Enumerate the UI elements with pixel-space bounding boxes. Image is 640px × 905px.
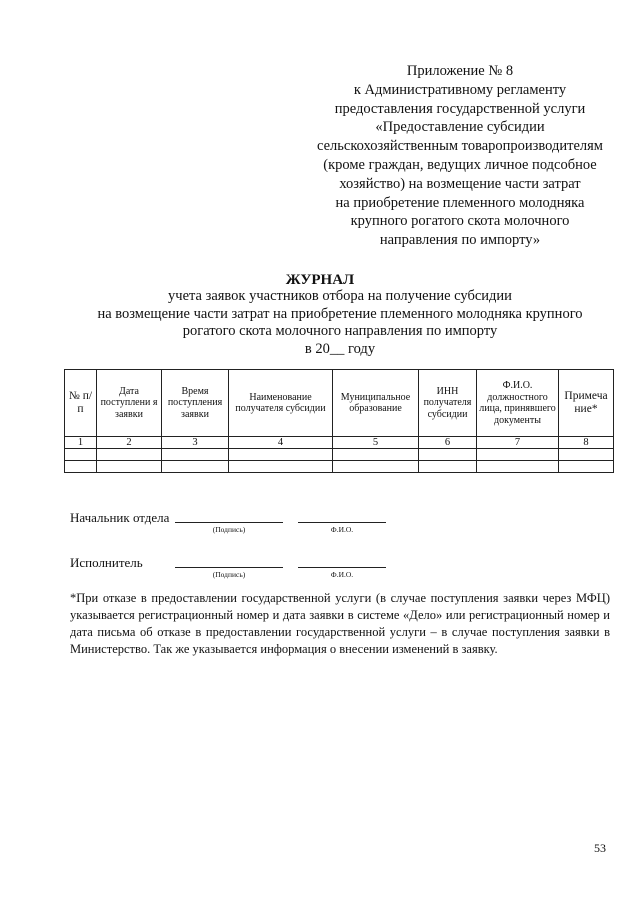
head-signature-line: [175, 522, 283, 523]
appendix-line: на приобретение племенного молодняка: [335, 194, 585, 211]
subtitle-line: в 20__ году: [304, 340, 376, 357]
subtitle-line: на возмещение части затрат на приобретение племенного молодняка крупного: [97, 305, 583, 322]
executor-signature-caption: (Подпись): [212, 570, 246, 579]
appendix-header: [300, 62, 620, 250]
appendix-line: «Предоставление субсидии: [375, 119, 545, 136]
appendix-line: Приложение № 8: [406, 63, 514, 79]
executor-label: Исполнитель: [70, 555, 143, 570]
table-cell: [229, 449, 333, 461]
executor-name-caption: Ф.И.О.: [330, 570, 354, 579]
column-number: 6: [419, 437, 477, 449]
footnote: *При отказе в предоставлении государственной услуги (в случае поступления заявки через МФЦ) указывается регистрационный номер и дата заявки в системе «Дело» или регистрационный номер и дата письма об отказе в предоставлении государственной услуги – в случае поступления заявки в Министерство. Так же указывается информация о внесении изменений в заявку.: [70, 591, 610, 656]
table-cell: [333, 449, 419, 461]
page-number: 53: [594, 841, 606, 855]
head-name-line: [298, 522, 386, 523]
header-municipality: Муниципальное образование: [333, 370, 419, 437]
header-time: Время поступления заявки: [162, 370, 229, 437]
appendix-line: предоставления государственной услуги: [334, 100, 586, 117]
table-cell: [65, 461, 97, 473]
journal-subtitle: [40, 288, 640, 358]
header-number: № п/п: [65, 370, 97, 437]
appendix-line: сельскохозяйственным товаропроизводителям: [317, 138, 603, 155]
head-name-caption: Ф.И.О.: [330, 525, 354, 534]
column-number: 3: [162, 437, 229, 449]
header-inn: ИНН получателя субсидии: [419, 370, 477, 437]
table-cell: [419, 449, 477, 461]
appendix-line: к Административному регламенту: [353, 81, 567, 98]
column-number: 8: [559, 437, 614, 449]
header-official-name: Ф.И.О. должностного лица, принявшего документы: [477, 370, 559, 437]
table-row: [65, 461, 614, 473]
table-cell: [97, 449, 162, 461]
appendix-line: (кроме граждан, ведущих личное подсобное: [323, 156, 597, 173]
appendix-line: направления по импорту»: [379, 232, 541, 249]
table-cell: [162, 461, 229, 473]
header-note: Примеча ние*: [559, 370, 614, 437]
journal-title: ЖУРНАЛ: [285, 272, 355, 288]
table-header-row: [65, 370, 614, 437]
table-cell: [97, 461, 162, 473]
table-cell: [333, 461, 419, 473]
subtitle-line: учета заявок участников отбора на получение субсидии: [168, 288, 512, 304]
table-cell: [229, 461, 333, 473]
table-cell: [477, 449, 559, 461]
head-of-department-label: Начальник отдела: [70, 510, 170, 525]
table-row: [65, 449, 614, 461]
column-number: 4: [229, 437, 333, 449]
subtitle-line: рогатого скота молочного направления по импорту: [182, 323, 498, 339]
column-number: 1: [65, 437, 97, 449]
appendix-line: хозяйство) на возмещение части затрат: [339, 175, 581, 192]
header-date: Дата поступлени я заявки: [97, 370, 162, 437]
header-recipient-name: Наименование получателя субсидии: [229, 370, 333, 437]
table-cell: [162, 449, 229, 461]
table-cell: [559, 461, 614, 473]
executor-name-line: [298, 567, 386, 568]
journal-table: [64, 369, 614, 473]
table-column-numbers-row: [65, 437, 614, 449]
column-number: 2: [97, 437, 162, 449]
appendix-line: крупного рогатого скота молочного: [350, 213, 570, 230]
table-cell: [477, 461, 559, 473]
column-number: 5: [333, 437, 419, 449]
table-cell: [419, 461, 477, 473]
column-number: 7: [477, 437, 559, 449]
head-signature-caption: (Подпись): [212, 525, 246, 534]
executor-signature-line: [175, 567, 283, 568]
table-cell: [65, 449, 97, 461]
table-cell: [559, 449, 614, 461]
